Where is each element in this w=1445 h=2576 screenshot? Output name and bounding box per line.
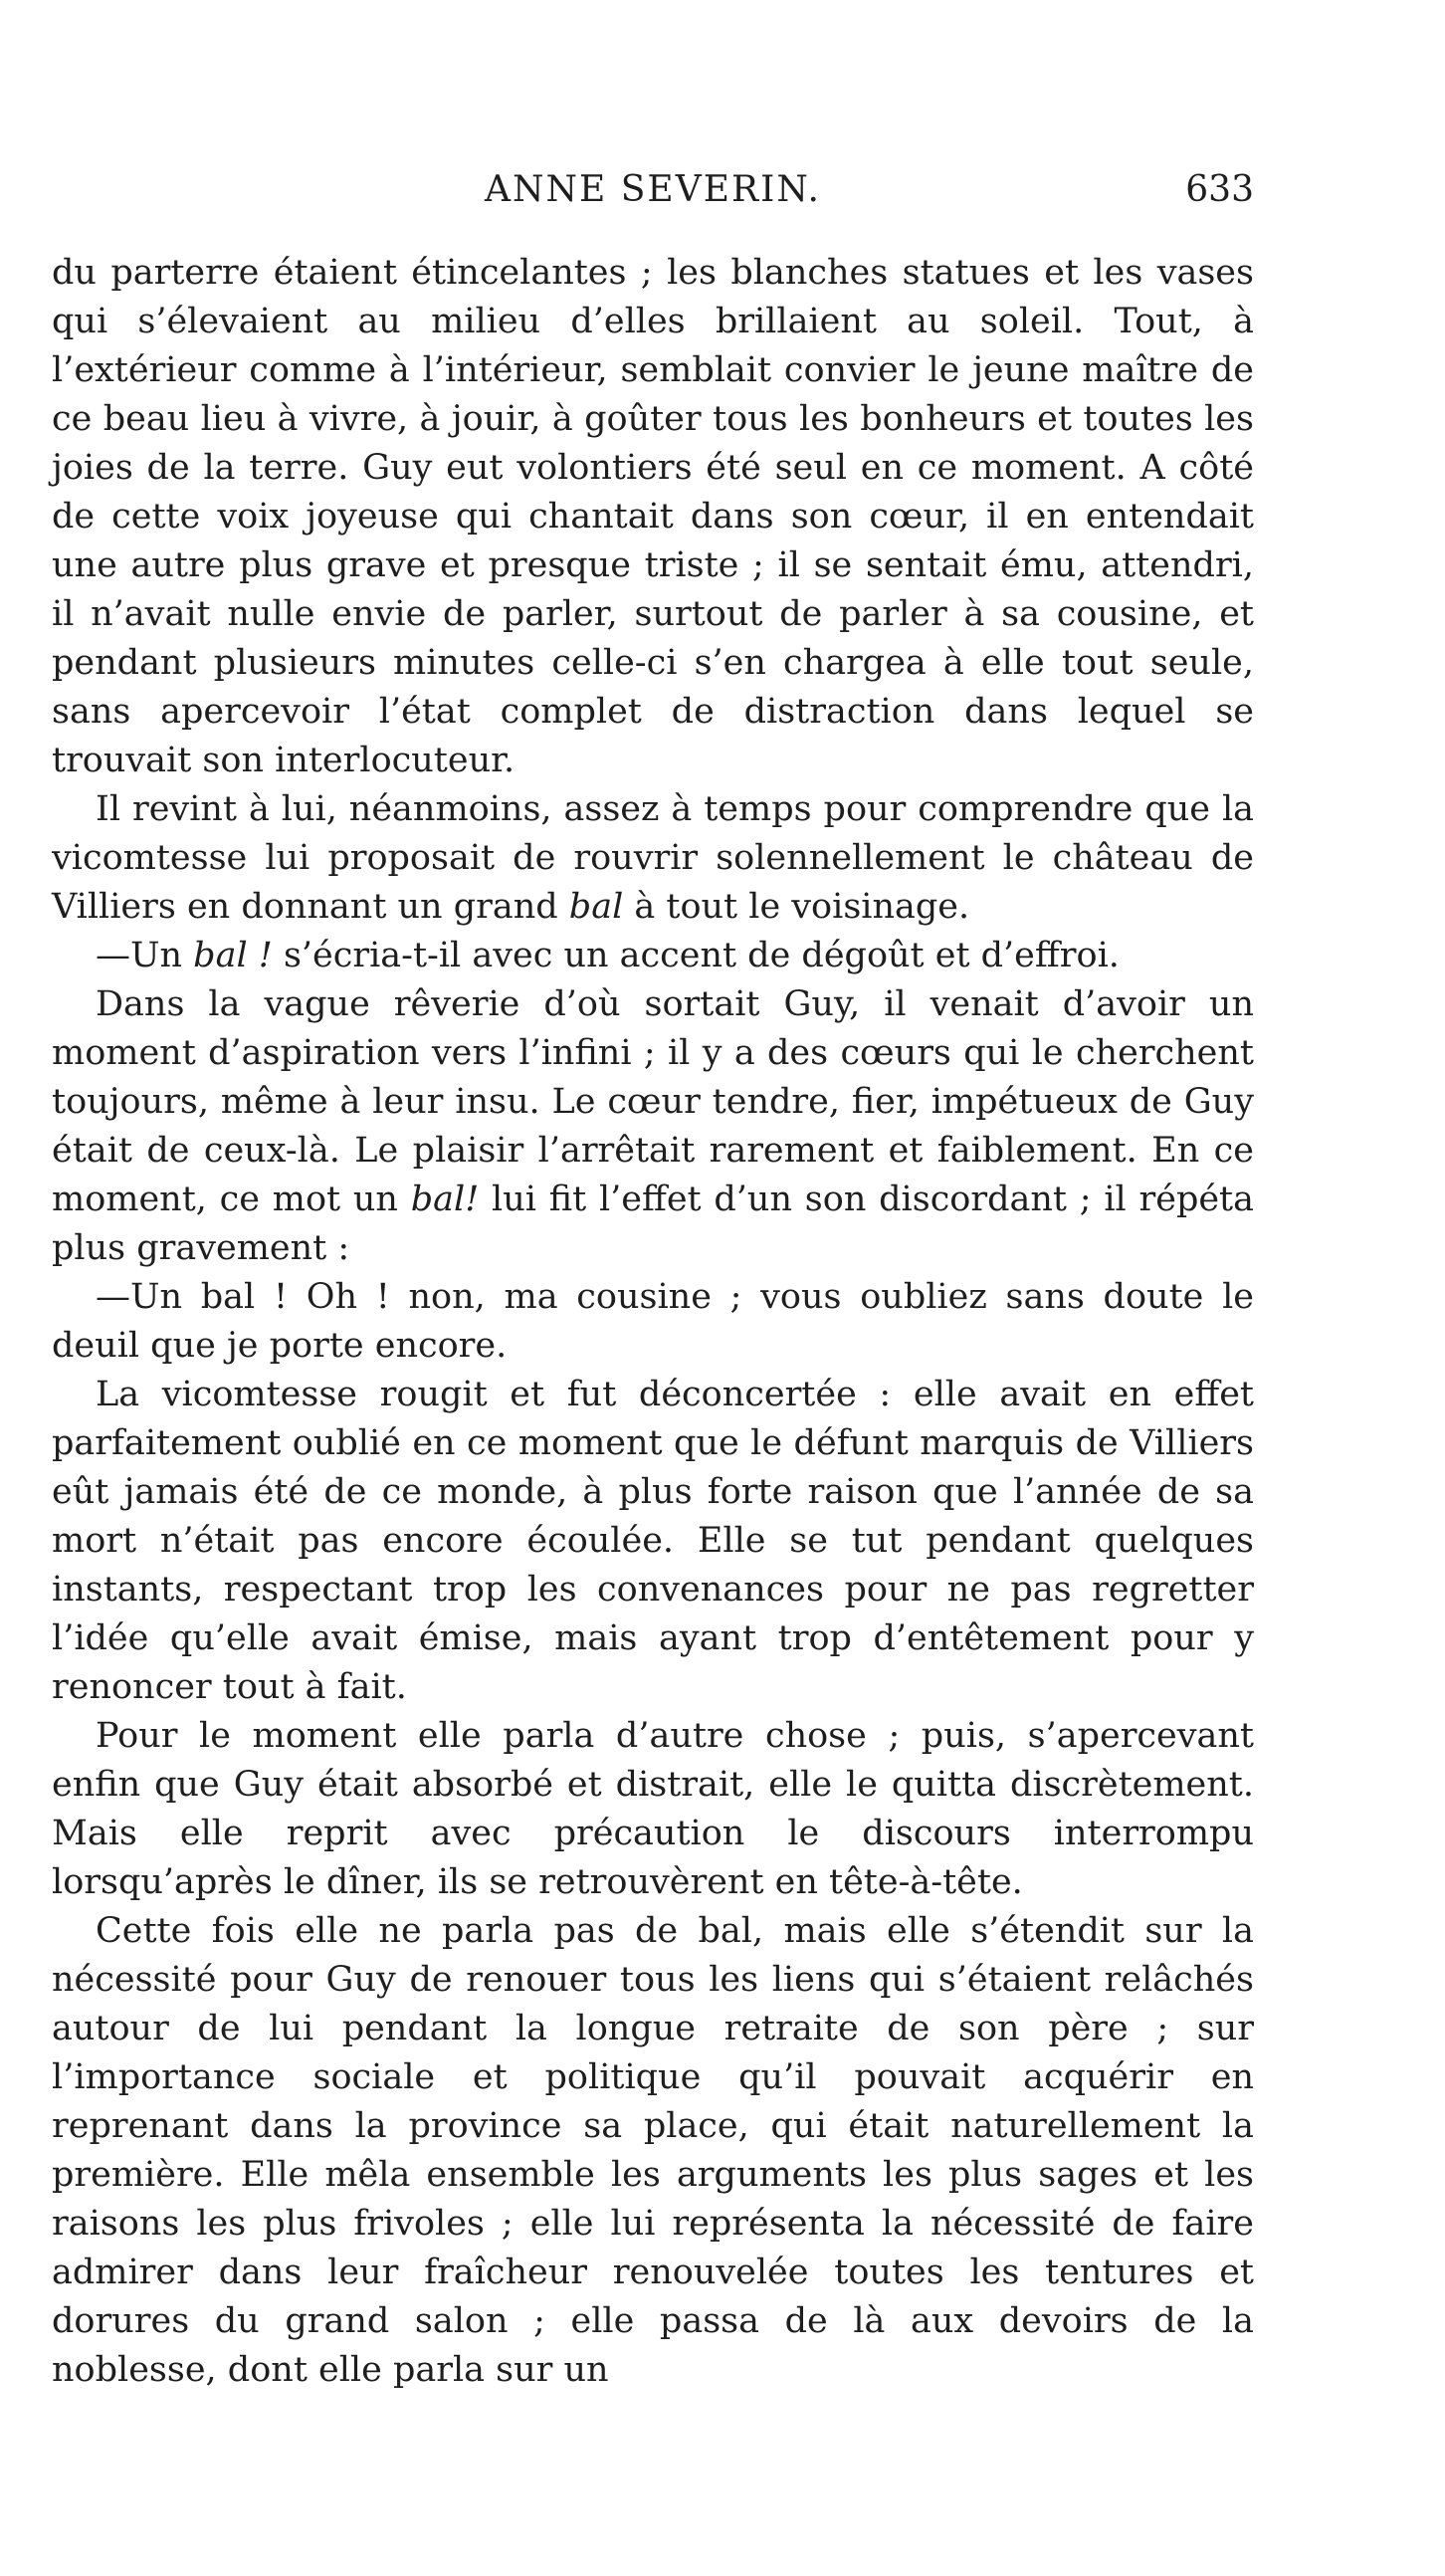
paragraph <box>52 1273 1254 1371</box>
paragraph-text: Dans la vague rêverie d’où sortait Guy, il venait d’avoir un moment d’aspiration vers l’infini ; il y a des cœurs qui le cherchent toujours, même à leur insu. Le cœur tendre, fier, impétueux de Guy était de ceux-là. Le plaisir l’arrêtait rarement et faiblement. En ce moment, ce mot un <box>52 984 1254 1219</box>
paragraph <box>52 980 1254 1273</box>
italic-text: bal! <box>410 1180 480 1219</box>
paragraph-text: Pour le moment elle parla d’autre chose ; puis, s’apercevant enfin que Guy était absorbé et distrait, elle le quitta discrètement. Mais elle reprit avec précaution le discours interrompu lorsqu’après le dîner, ils se retrouvèrent en tête-à-tête. <box>52 1716 1254 1902</box>
paragraph-text: à tout le voisinage. <box>623 887 970 927</box>
paragraph <box>52 1371 1254 1712</box>
page-number: 633 <box>1185 169 1254 210</box>
paragraph-text: Cette fois elle ne parla pas de bal, mais elle s’étendit sur la nécessité pour Guy de renouer tous les liens qui s’étaient relâchés autour de lui pendant la longue retraite de son père ; sur l’importance sociale et politique qu’il pouvait acquérir en reprenant dans la province sa place, qui était naturellement la première. Elle mêla ensemble les arguments les plus sages et les raisons les plus frivoles ; elle lui représenta la nécessité de faire admirer dans leur fraîcheur renouvelée toutes les tentures et dorures du grand salon ; elle passa de là aux devoirs de la noblesse, dont elle parla sur un <box>52 1911 1254 2390</box>
paragraph-text: lui fit l’effet d’un son discordant ; il répéta plus gravement : <box>52 1180 1254 1268</box>
paragraph <box>52 932 1254 980</box>
paragraph <box>52 1712 1254 1907</box>
paragraph <box>52 785 1254 932</box>
running-title: ANNE SEVERIN. <box>485 169 821 210</box>
italic-text: bal <box>568 887 624 927</box>
italic-text: bal ! <box>193 936 273 975</box>
paragraph-text: du parterre étaient étincelantes ; les blanches statues et les vases qui s’élevaient au milieu d’elles brillaient au soleil. Tout, à l’extérieur comme à l’intérieur, semblait convier le jeune maître de ce beau lieu à vivre, à jouir, à goûter tous les bonheurs et toutes les joies de la terre. Guy eut volontiers été seul en ce moment. A côté de cette voix joyeuse qui chantait dans son cœur, il en entendait une autre plus grave et presque triste ; il se sentait ému, attendri, il n’avait nulle envie de parler, surtout de parler à sa cousine, et pendant plusieurs minutes celle-ci s’en chargea à elle tout seule, sans apercevoir l’état complet de distraction dans lequel se trouvait son interlocuteur. <box>52 253 1254 780</box>
running-head <box>52 169 1254 219</box>
paragraph <box>52 1907 1254 2395</box>
paragraph-text: —Un bal ! Oh ! non, ma cousine ; vous oubliez sans doute le deuil que je porte encore. <box>52 1277 1254 1366</box>
paragraph-text: Il revint à lui, néanmoins, assez à temps pour comprendre que la vicomtesse lui proposait de rouvrir solennellement le château de Villiers en donnant un grand <box>52 789 1254 927</box>
paragraph-text: La vicomtesse rougit et fut déconcertée : elle avait en effet parfaitement oublié en ce moment que le défunt marquis de Villiers eût jamais été de ce monde, à plus forte raison que l’année de sa mort n’était pas encore écoulée. Elle se tut pendant quelques instants, respectant trop les convenances pour ne pas regretter l’idée qu’elle avait émise, mais ayant trop d’entêtement pour y renoncer tout à fait. <box>52 1375 1254 1707</box>
paragraph-text: s’écria-t-il avec un accent de dégoût et d’effroi. <box>272 936 1120 975</box>
paragraph-text: —Un <box>96 936 194 975</box>
body-text <box>52 249 1254 2395</box>
paragraph <box>52 249 1254 785</box>
